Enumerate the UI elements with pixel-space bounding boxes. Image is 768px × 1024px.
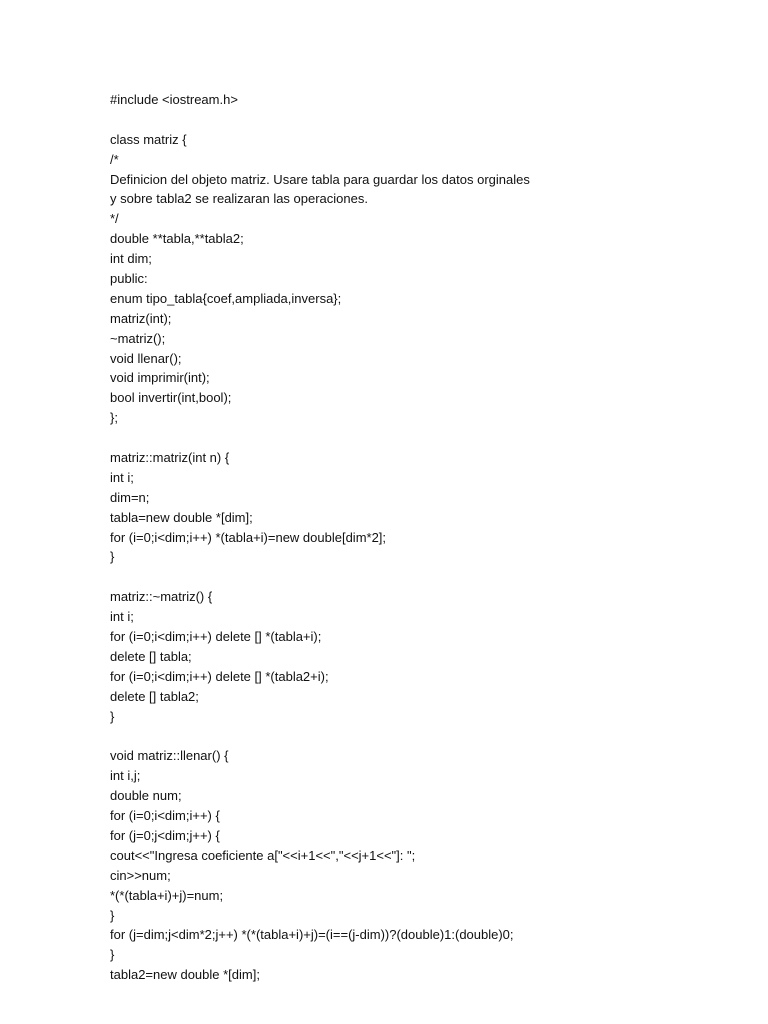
code-line: for (i=0;i<dim;i++) *(tabla+i)=new double[dim*2]; (110, 529, 387, 545)
code-line: int i; (110, 469, 134, 485)
code-listing (110, 90, 730, 985)
code-line: void llenar(); (110, 350, 182, 366)
code-line: } (110, 947, 115, 963)
code-line: matriz::matriz(int n) { (110, 450, 230, 466)
code-line: delete [] tabla; (110, 648, 192, 664)
code-line: Definicion del objeto matriz. Usare tabla para guardar los datos orginales (110, 171, 530, 187)
blank-line (110, 567, 730, 587)
code-line: cin>>num; (110, 867, 171, 883)
code-line: bool invertir(int,bool); (110, 390, 232, 406)
code-line: double num; (110, 788, 182, 804)
code-line: y sobre tabla2 se realizaran las operaciones. (110, 191, 368, 207)
code-line: cout<<"Ingresa coeficiente a["<<i+1<<","<<j+1<<"]: "; (110, 847, 416, 863)
code-line: int i,j; (110, 768, 141, 784)
code-line: for (j=0;j<dim;j++) { (110, 827, 220, 843)
code-line: matriz::~matriz() { (110, 589, 213, 605)
code-line: *(*(tabla+i)+j)=num; (110, 887, 224, 903)
blank-line (110, 727, 730, 747)
code-line: matriz(int); (110, 310, 172, 326)
code-line: for (i=0;i<dim;i++) { (110, 808, 220, 824)
code-line: tabla2=new double *[dim]; (110, 967, 260, 983)
blank-line (110, 110, 730, 130)
code-line: for (j=dim;j<dim*2;j++) *(*(tabla+i)+j)=(i==(j-dim))?(double)1:(double)0; (110, 927, 514, 943)
code-line: delete [] tabla2; (110, 688, 199, 704)
code-line: } (110, 708, 115, 724)
code-line: for (i=0;i<dim;i++) delete [] *(tabla2+i); (110, 668, 329, 684)
code-line: } (110, 907, 115, 923)
code-line: for (i=0;i<dim;i++) delete [] *(tabla+i); (110, 629, 322, 645)
blank-line (110, 428, 730, 448)
code-line: } (110, 549, 115, 565)
code-line: ~matriz(); (110, 330, 166, 346)
code-line: void matriz::llenar() { (110, 748, 229, 764)
code-line: */ (110, 211, 119, 227)
code-line: dim=n; (110, 489, 150, 505)
code-line: public: (110, 271, 148, 287)
code-line: void imprimir(int); (110, 370, 210, 386)
code-line: int dim; (110, 251, 152, 267)
code-line: int i; (110, 609, 134, 625)
code-line: tabla=new double *[dim]; (110, 509, 253, 525)
code-line: enum tipo_tabla{coef,ampliada,inversa}; (110, 290, 342, 306)
code-line: class matriz { (110, 131, 187, 147)
code-line: double **tabla,**tabla2; (110, 231, 244, 247)
code-line: #include <iostream.h> (110, 92, 238, 107)
code-line: }; (110, 410, 118, 426)
code-line: /* (110, 151, 119, 167)
